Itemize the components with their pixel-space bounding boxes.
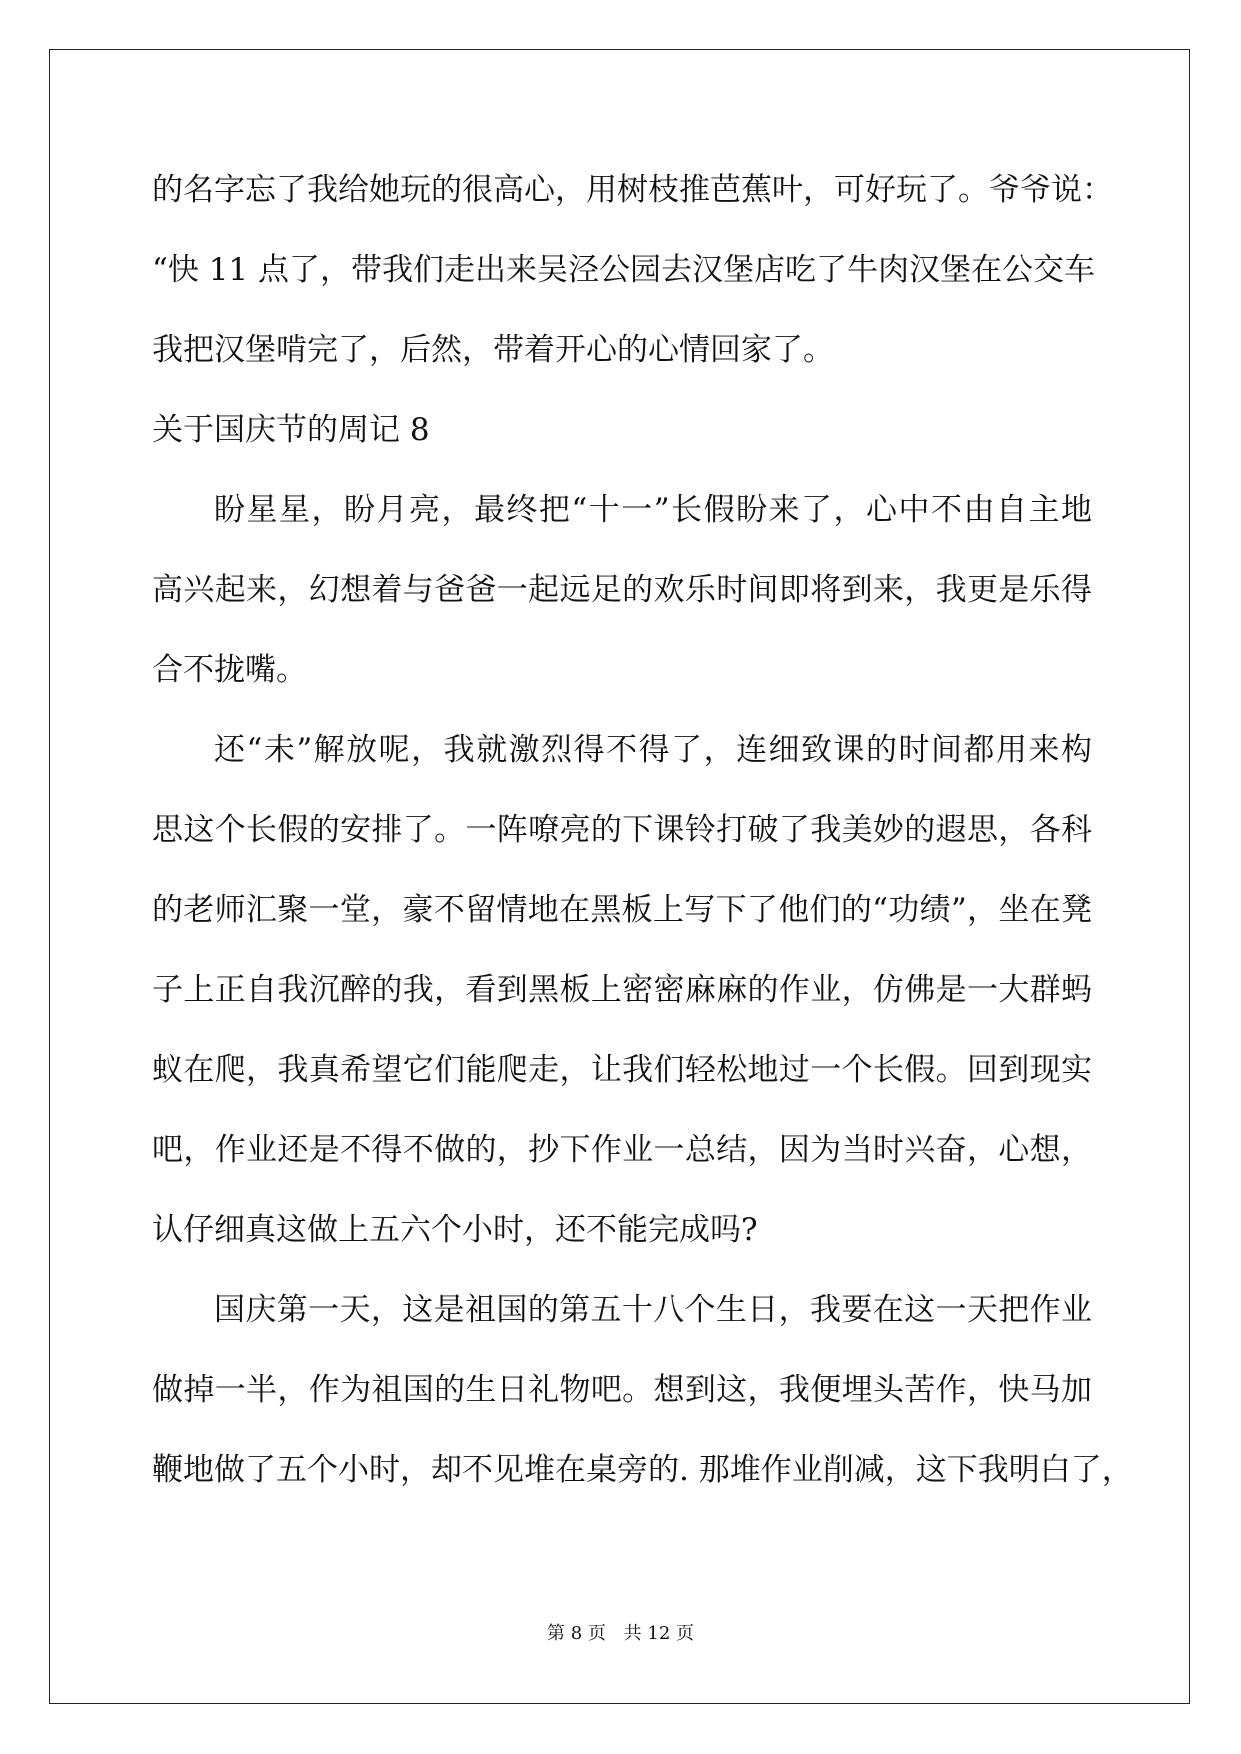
text-line: 国庆第一天，这是祖国的第五十八个生日，我要在这一天把作业 (214, 1292, 1092, 1328)
text-line: 我把汉堡啃完了，后然，带着开心的心情回家了。 (152, 332, 834, 368)
page-total: 共 12 页 (623, 1623, 694, 1644)
text-line: 认仔细真这做上五六个小时，还不能完成吗? (152, 1212, 758, 1248)
text-line: 蚁在爬，我真希望它们能爬走，让我们轻松地过一个长假。回到现实 (152, 1052, 1092, 1088)
text-line: 还“未”解放呢，我就激烈得不得了，连细致课的时间都用来构 (214, 732, 1092, 768)
text-line: 的名字忘了我给她玩的很高心，用树枝推芭蕉叶，可好玩了。爷爷说： (152, 172, 1113, 208)
text-line: 思这个长假的安排了。一阵嘹亮的下课铃打破了我美妙的遐思，各科 (152, 812, 1092, 848)
text-line: 的老师汇聚一堂，豪不留情地在黑板上写下了他们的“功绩”，坐在凳 (152, 892, 1092, 928)
text-line: 鞭地做了五个小时，却不见堆在桌旁的. 那堆作业削减，这下我明白了， (152, 1452, 1133, 1488)
text-line: 子上正自我沉醉的我，看到黑板上密密麻麻的作业，仿佛是一大群蚂 (152, 972, 1092, 1008)
page-footer (0, 1619, 1241, 1645)
document-body (152, 150, 1133, 1510)
text-line: 吧，作业还是不得不做的，抄下作业一总结，因为当时兴奋，心想， (152, 1132, 1092, 1168)
text-line: 合不拢嘴。 (152, 652, 307, 688)
text-line: 关于国庆节的周记 8 (152, 412, 430, 448)
text-line: “快 11 点了，带我们走出来吴泾公园去汉堡店吃了牛肉汉堡在公交车 (152, 252, 1095, 288)
text-line: 高兴起来，幻想着与爸爸一起远足的欢乐时间即将到来，我更是乐得 (152, 572, 1092, 608)
text-line: 做掉一半，作为祖国的生日礼物吧。想到这，我便埋头苦作，快马加 (152, 1372, 1092, 1408)
page-number: 第 8 页 (547, 1623, 606, 1644)
text-line: 盼星星，盼月亮，最终把“十一”长假盼来了，心中不由自主地 (214, 492, 1092, 528)
